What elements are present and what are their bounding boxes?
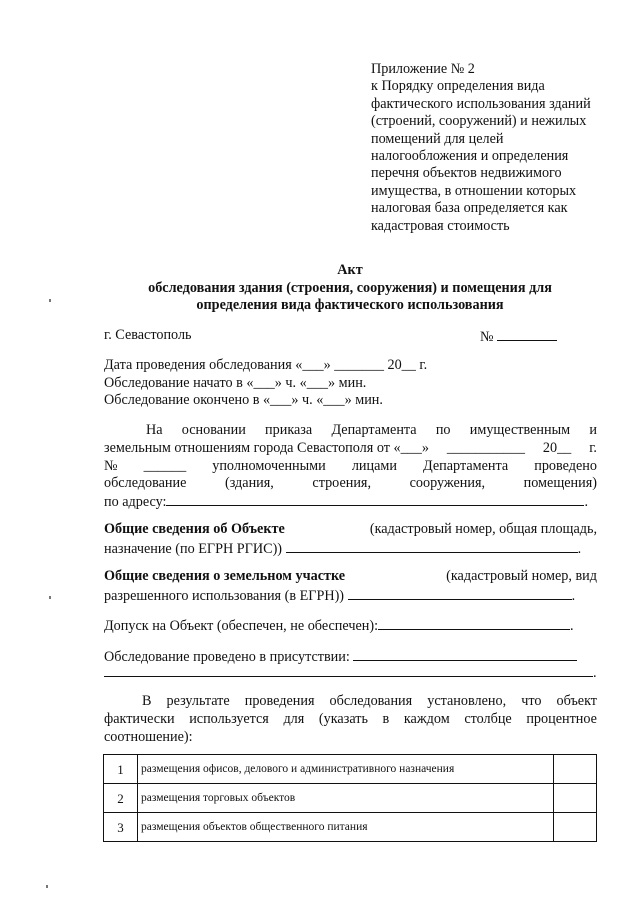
percent-cell[interactable] [554,813,597,842]
land-info-blank [348,586,572,600]
word: Департамента [331,422,417,438]
date-line: Дата проведения обследования «___» _______ 20__ г. [104,357,428,373]
word: (здания, [224,475,274,491]
word: для [283,711,305,727]
access-label: Допуск на Объект (обеспечен, не обеспечен): [104,618,379,634]
margin-mark [46,885,48,888]
word: На [146,422,163,438]
annex-line: Приложение № 2 [371,61,475,77]
object-info-blank [286,539,578,553]
object-info-desc: (кадастровый номер, общая площадь, [369,521,597,537]
word: 20__ [542,440,572,456]
object-info-purpose: назначение (по ЕГРН РГИС)) [104,541,283,557]
land-info-line-2: разрешенного использования (в ЕГРН)) . [104,588,576,604]
word: объект [556,693,597,709]
usage-table [103,754,597,842]
usage-type: размещения объектов общественного питания [138,813,554,842]
margin-mark [49,299,51,302]
object-info-line-1 [104,521,597,538]
row-number: 2 [104,784,138,813]
document-subtitle: обследования здания (строения, сооружения) и помещения для [148,280,552,296]
annex-line: имущества, в отношении которых [371,182,577,199]
word: приказа [265,422,313,438]
word: ______ [143,458,187,474]
word: по [435,422,451,438]
annex-line: помещений для целей [371,130,504,147]
percent-cell[interactable] [554,784,597,813]
word: строения, [312,475,372,491]
land-info-usage: разрешенного использования (в ЕГРН)) [104,588,345,604]
start-time-line: Обследование начато в «___» ч. «___» мин. [104,375,367,391]
word: обследования [329,693,413,709]
access-blank [378,616,570,630]
end-time-line: Обследование окончено в «___» ч. «___» мин. [104,392,383,408]
act-number [480,327,557,346]
word: используется [189,711,269,727]
word: результате [166,693,230,709]
annex-line: налоговая база определяется как [371,200,568,217]
table-row [104,755,597,784]
word: столбце [464,711,512,727]
word: помещения) [523,475,597,491]
word: ___________ [446,440,525,456]
word: и [589,422,597,438]
presence-blank-2 [104,663,593,677]
basis-line-1 [104,422,597,439]
basis-line-3 [104,458,597,475]
word: установлено, [427,693,507,709]
word: лицами [351,458,397,474]
word: уполномоченными [212,458,326,474]
row-number: 1 [104,755,138,784]
address-blank [166,492,584,506]
table-row [104,813,597,842]
annex-line: (строений, сооружений) и нежилых [371,113,587,130]
row-number: 3 [104,813,138,842]
result-line-2 [104,711,597,728]
percent-cell[interactable] [554,755,597,784]
usage-type: размещения офисов, делового и административного назначения [138,755,554,784]
word: основании [181,422,246,438]
land-info-line-1 [104,568,597,585]
document-title: Акт [337,262,363,278]
land-info-heading: Общие сведения о земельном участке [104,568,346,584]
number-label: № [480,329,494,345]
access-line: Допуск на Объект (обеспечен, не обеспечен): . [104,618,574,634]
word: проведено [534,458,597,474]
annex-line: перечня объектов недвижимого [371,165,562,182]
word: сооружения, [409,475,486,491]
object-info-heading: Общие сведения об Объекте [104,521,285,537]
word: № [104,458,118,474]
word: г. [589,440,597,456]
presence-blank [353,647,577,661]
presence-label: Обследование проведено в присутствии: [104,649,350,665]
word: фактически [104,711,175,727]
annex-line: кадастровая стоимость [371,217,510,234]
basis-line-2 [104,440,597,457]
word: земельным отношениям города Севастополя от «___» [104,440,429,456]
annex-line: налогообложения и определения [371,147,569,164]
word: что [521,693,542,709]
annex-block [371,61,621,235]
basis-line-4 [104,475,597,492]
annex-line: к Порядку определения вида [371,78,545,95]
address-line: по адресу: . [104,494,588,510]
word: проведения [244,693,315,709]
word: (указать [318,711,368,727]
city-label: г. Севастополь [104,327,192,343]
result-line-3: соотношение): [104,729,193,745]
object-info-line-2: назначение (по ЕГРН РГИС)) . [104,541,582,557]
word: Департамента [423,458,509,474]
word: в [382,711,390,727]
word: В [142,693,152,709]
number-blank [497,327,557,341]
word: обследование [104,475,187,491]
document-subtitle-2: определения вида фактического использования [196,297,504,313]
address-label: по адресу: [104,494,167,510]
margin-mark [49,596,51,599]
presence-line-2: . [104,663,597,682]
word: каждом [403,711,450,727]
word: процентное [526,711,597,727]
annex-line: фактического использования зданий [371,95,591,112]
land-info-desc: (кадастровый номер, вид [446,568,597,584]
table-row [104,784,597,813]
result-line-1 [104,693,597,710]
word: имущественным [469,422,571,438]
usage-type: размещения торговых объектов [138,784,554,813]
